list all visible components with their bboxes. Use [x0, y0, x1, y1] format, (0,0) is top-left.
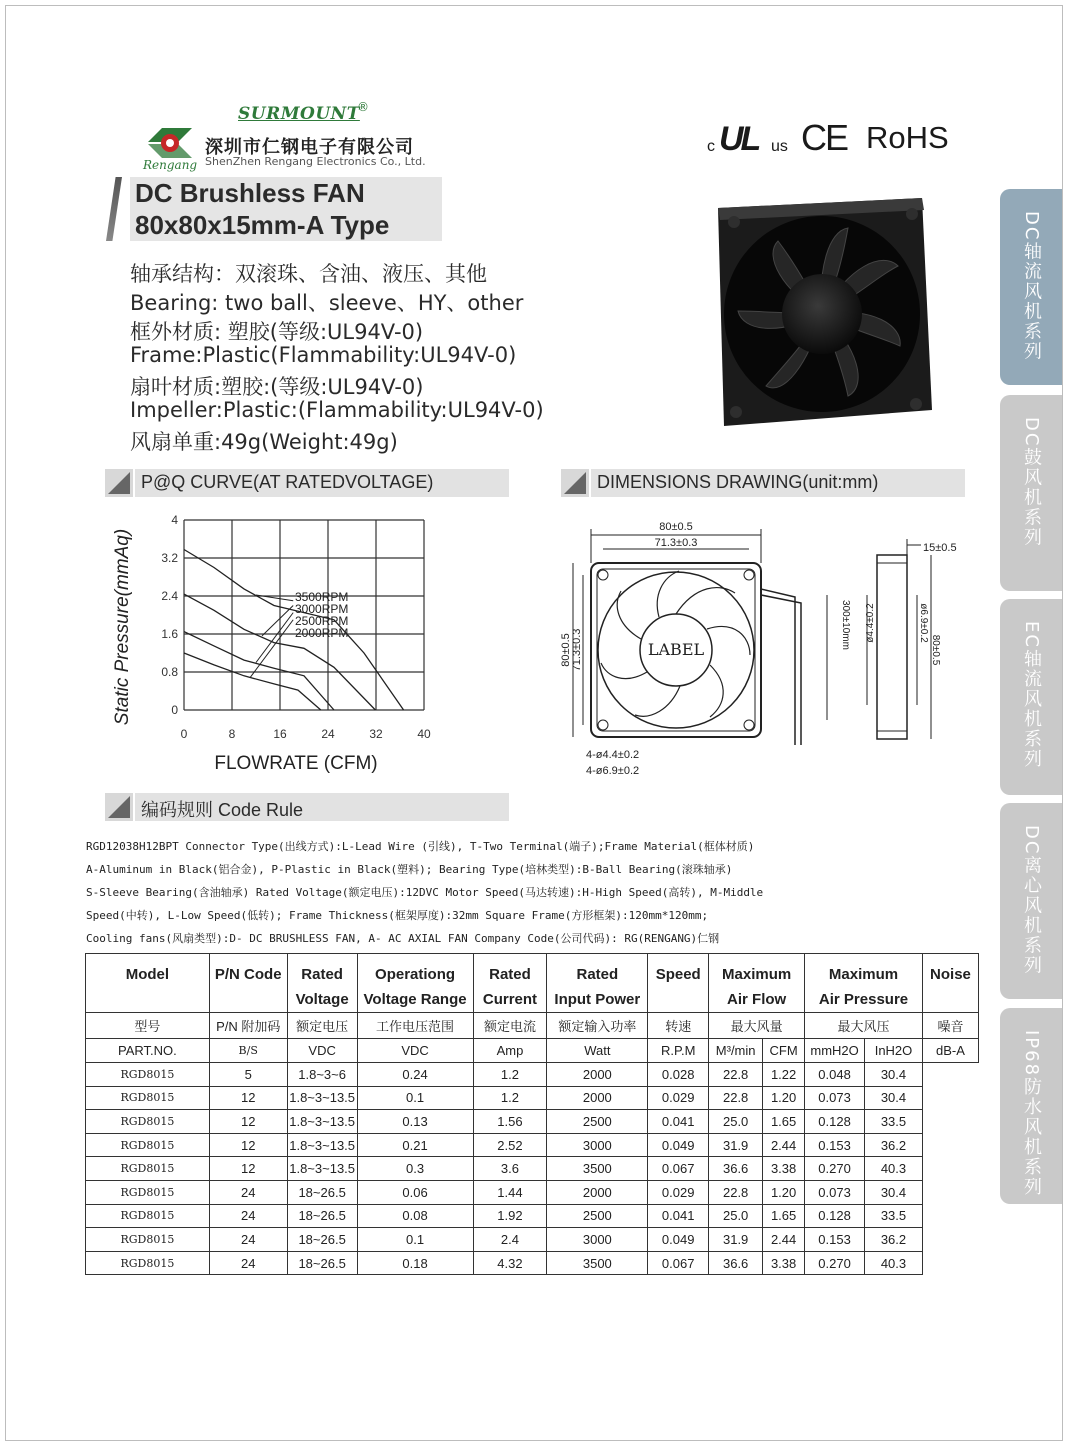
table-cell: 0.067 [648, 1157, 709, 1181]
table-cell: 2500 [547, 1110, 648, 1134]
table-cell: 30.4 [865, 1063, 923, 1087]
table-cell: 0.041 [648, 1110, 709, 1134]
th-speed: Speed [648, 954, 709, 1013]
x-tick-label: 32 [369, 727, 383, 741]
side-tab-dc-blower[interactable] [1000, 395, 1062, 591]
pq-curve-title: P@Q CURVE(AT RATEDVOLTAGE) [141, 472, 434, 492]
side-tab-label: DC鼓风机系列 [1021, 417, 1042, 548]
th-rated-voltage: Rated Voltage [287, 954, 357, 1013]
table-cell: 25.0 [709, 1110, 763, 1134]
th-cn: 额定输入功率 [547, 1013, 648, 1039]
table-cell: 0.270 [805, 1251, 865, 1275]
table-cell: 1.8~3~6 [287, 1063, 357, 1087]
table-header-row-en [86, 954, 979, 1013]
series-label: 3000RPM [295, 601, 349, 616]
dim-hole-spacing-vertical: 71.3±0.3 [571, 628, 583, 672]
table-cell: 2000 [547, 1086, 648, 1110]
table-cell: 0.049 [648, 1133, 709, 1157]
table-row [86, 1063, 979, 1087]
table-cell: 0.153 [805, 1228, 865, 1252]
table-cell: 1.2 [473, 1086, 547, 1110]
series-leader-line [250, 620, 293, 678]
unit-cell: Amp [473, 1039, 547, 1063]
table-cell: 18~26.5 [287, 1204, 357, 1228]
table-cell: 1.22 [763, 1063, 805, 1087]
y-tick-label: 2.4 [161, 589, 178, 603]
table-cell: 1.8~3~13.5 [287, 1110, 357, 1134]
table-cell: 0.3 [357, 1157, 473, 1181]
table-row [86, 1180, 979, 1204]
table-cell: 3.6 [473, 1157, 547, 1181]
th-rated-current: Rated Current [473, 954, 547, 1013]
ul-c-letter: c [707, 138, 715, 155]
table-cell: 3.38 [763, 1157, 805, 1181]
spec-weight: 风扇单重:49g(Weight:49g) [130, 430, 398, 454]
table-cell: 40.3 [865, 1251, 923, 1275]
table-cell: 0.24 [357, 1063, 473, 1087]
dim-thickness: 15±0.5 [923, 542, 957, 554]
table-cell: 12 [209, 1133, 287, 1157]
table-cell: 0.13 [357, 1110, 473, 1134]
table-cell: 12 [209, 1086, 287, 1110]
series-label: 2500RPM [295, 613, 349, 628]
unit-cell: CFM [763, 1039, 805, 1063]
side-tab-label: EC轴流风机系列 [1021, 621, 1042, 769]
table-cell: 0.041 [648, 1204, 709, 1228]
table-cell: 18~26.5 [287, 1180, 357, 1204]
table-cell: 1.8~3~13.5 [287, 1086, 357, 1110]
model-cell: RGD8015 [86, 1251, 210, 1275]
series-line-2500rpm [184, 632, 334, 710]
th-cn: 额定电流 [473, 1013, 547, 1039]
x-tick-label: 40 [417, 727, 431, 741]
product-title-line1: DC Brushless FAN [135, 178, 365, 208]
rohs-mark: RoHS [866, 120, 949, 155]
series-label: 2000RPM [295, 625, 349, 640]
table-row [86, 1086, 979, 1110]
y-tick-label: 0.8 [161, 665, 178, 679]
spec-frame-cn: 框外材质: 塑胶(等级:UL94V-0) [130, 320, 424, 344]
y-tick-label: 1.6 [161, 627, 178, 641]
table-cell: 30.4 [865, 1086, 923, 1110]
unit-cell: Watt [547, 1039, 648, 1063]
table-cell: 30.4 [865, 1180, 923, 1204]
th-cn: 最大风压 [805, 1013, 923, 1039]
ce-mark: CE [801, 117, 848, 158]
table-cell: 36.2 [865, 1228, 923, 1252]
y-tick-label: 3.2 [161, 551, 178, 565]
x-tick-label: 24 [321, 727, 335, 741]
side-tab-label: IP68防水风机系列 [1021, 1030, 1042, 1198]
table-cell: 1.56 [473, 1110, 547, 1134]
unit-cell: PART.NO. [86, 1039, 210, 1063]
company-name-en: ShenZhen Rengang Electronics Co., Ltd. [205, 155, 426, 168]
model-cell: RGD8015 [86, 1228, 210, 1252]
th-cn: 最大风量 [709, 1013, 805, 1039]
table-header-row-cn [86, 1013, 979, 1039]
code-rule-line: S-Sleeve Bearing(含油轴承) Rated Voltage(额定电压):12DVC Motor Speed(马达转速):H-High Speed(高转), M-Middle [86, 886, 764, 899]
th-pn-code: P/N Code [209, 954, 287, 1013]
table-cell: 31.9 [709, 1133, 763, 1157]
fan-product-photo [708, 196, 934, 428]
code-rule-header [105, 793, 509, 821]
table-cell: 22.8 [709, 1180, 763, 1204]
series-line-2000rpm [184, 653, 321, 710]
x-tick-label: 16 [273, 727, 287, 741]
table-cell: 36.2 [865, 1133, 923, 1157]
table-row [86, 1204, 979, 1228]
dim-hole-spacing: 71.3±0.3 [654, 537, 698, 549]
pq-curve-chart [100, 505, 560, 785]
table-cell: 24 [209, 1180, 287, 1204]
th-cn: 额定电压 [287, 1013, 357, 1039]
dim-height: 80±0.5 [560, 633, 572, 667]
table-cell: 24 [209, 1228, 287, 1252]
table-cell: 2.44 [763, 1133, 805, 1157]
table-cell: 12 [209, 1157, 287, 1181]
x-axis-label: FLOWRATE (CFM) [214, 753, 378, 774]
table-row [86, 1251, 979, 1275]
spec-impeller-en: Impeller:Plastic:(Flammability:UL94V-0) [130, 398, 544, 422]
table-cell: 0.06 [357, 1180, 473, 1204]
table-cell: 18~26.5 [287, 1228, 357, 1252]
table-cell: 12 [209, 1110, 287, 1134]
code-rule-line: Speed(中转), L-Low Speed(低转); Frame Thickness(框架厚度):32mm Square Frame(方形框架):120mm*120mm; [86, 909, 709, 922]
table-units-row [86, 1039, 979, 1063]
code-rule-title: 编码规则 Code Rule [141, 800, 304, 820]
th-cn: 转速 [648, 1013, 709, 1039]
table-cell: 0.1 [357, 1228, 473, 1252]
table-cell: 0.067 [648, 1251, 709, 1275]
side-tab-dc-axial[interactable] [1000, 189, 1062, 385]
table-row [86, 1228, 979, 1252]
dim-width: 80±0.5 [659, 521, 693, 533]
table-cell: 22.8 [709, 1086, 763, 1110]
unit-cell: VDC [357, 1039, 473, 1063]
table-cell: 0.128 [805, 1204, 865, 1228]
series-label: 3500RPM [295, 589, 349, 604]
table-cell: 1.92 [473, 1204, 547, 1228]
spec-frame-en: Frame:Plastic(Flammability:UL94V-0) [130, 343, 517, 367]
table-cell: 2.4 [473, 1228, 547, 1252]
ul-certification-mark [707, 122, 793, 160]
spec-bearing-cn: 轴承结构：双滚珠、含油、液压、其他 [130, 262, 487, 286]
side-tab-label: DC离心风机系列 [1021, 825, 1042, 976]
table-cell: 1.20 [763, 1086, 805, 1110]
side-tab-dc-centrifugal[interactable] [1000, 803, 1062, 999]
x-tick-label: 8 [228, 727, 236, 741]
table-cell: 33.5 [865, 1204, 923, 1228]
th-air-flow: Maximum Air Flow [709, 954, 805, 1013]
pq-curve-header [105, 469, 509, 497]
table-row [86, 1157, 979, 1181]
dimensions-header [561, 469, 965, 497]
table-cell: 36.6 [709, 1251, 763, 1275]
table-cell: 0.1 [357, 1086, 473, 1110]
table-cell: 24 [209, 1251, 287, 1275]
model-cell: RGD8015 [86, 1133, 210, 1157]
table-cell: 0.073 [805, 1180, 865, 1204]
dimensions-drawing [555, 505, 975, 790]
code-rule-line: A-Aluminum in Black(铝合金), P-Plastic in Black(塑料); Bearing Type(培林类型):B-Ball Bearing(滚珠轴承) [86, 863, 733, 876]
table-cell: 22.8 [709, 1063, 763, 1087]
spec-bearing-en: Bearing: two ball、sleeve、HY、other [130, 291, 524, 315]
y-tick-label: 4 [171, 513, 178, 527]
table-row [86, 1110, 979, 1134]
code-rule-line: Cooling fans(风扇类型):D- DC BRUSHLESS FAN, A- AC AXIAL FAN Company Code(公司代码): RG(RENGANG)仁钢 [86, 932, 720, 945]
dim-lead-length: 300±10mm [840, 600, 851, 650]
dimensions-title: DIMENSIONS DRAWING(unit:mm) [597, 472, 879, 492]
side-tab-label: DC轴流风机系列 [1021, 211, 1042, 362]
table-cell: 18~26.5 [287, 1251, 357, 1275]
table-cell: 33.5 [865, 1110, 923, 1134]
table-cell: 2.44 [763, 1228, 805, 1252]
table-cell: 0.153 [805, 1133, 865, 1157]
model-cell: RGD8015 [86, 1157, 210, 1181]
unit-cell: InH2O [865, 1039, 923, 1063]
th-input-power: Rated Input Power [547, 954, 648, 1013]
unit-cell: VDC [287, 1039, 357, 1063]
x-tick-label: 0 [180, 727, 188, 741]
brand-name: SURMOUNT [238, 104, 360, 124]
ul-logo: UL [719, 120, 759, 158]
company-name-cn: 深圳市仁钢电子有限公司 [205, 137, 414, 158]
table-cell: 2500 [547, 1204, 648, 1228]
dim-hole-large: ø6.9±0.2 [918, 603, 929, 643]
ul-us-letters: us [771, 138, 788, 155]
table-cell: 1.44 [473, 1180, 547, 1204]
pn-code-cell: B/S [209, 1039, 287, 1063]
dim-note-holes-small: 4-ø4.4±0.2 [586, 749, 640, 761]
unit-cell: M³/min [709, 1039, 763, 1063]
table-cell: 3000 [547, 1228, 648, 1252]
table-cell: 40.3 [865, 1157, 923, 1181]
table-cell: 0.049 [648, 1228, 709, 1252]
dim-hole-small: ø4.4±0.2 [865, 603, 876, 643]
table-cell: 0.029 [648, 1180, 709, 1204]
table-cell: 0.128 [805, 1110, 865, 1134]
model-cell: RGD8015 [86, 1086, 210, 1110]
table-cell: 2.52 [473, 1133, 547, 1157]
table-cell: 1.2 [473, 1063, 547, 1087]
th-cn: P/N 附加码 [209, 1013, 287, 1039]
logo-text: Rengang [143, 158, 198, 172]
th-cn: 工作电压范围 [357, 1013, 473, 1039]
table-cell: 0.08 [357, 1204, 473, 1228]
dim-note-holes-large: 4-ø6.9±0.2 [586, 765, 640, 777]
table-cell: 2000 [547, 1180, 648, 1204]
table-cell: 1.65 [763, 1110, 805, 1134]
side-tab-ip68[interactable] [1000, 1008, 1062, 1204]
y-axis-label: Static Pressure(mmAq) [112, 528, 133, 726]
table-cell: 3500 [547, 1251, 648, 1275]
table-cell: 0.270 [805, 1157, 865, 1181]
th-cn: 噪音 [922, 1013, 978, 1039]
table-cell: 4.32 [473, 1251, 547, 1275]
table-row [86, 1133, 979, 1157]
spec-impeller-cn: 扇叶材质:塑胶:(等级:UL94V-0) [130, 375, 424, 399]
table-cell: 36.6 [709, 1157, 763, 1181]
unit-cell: dB-A [922, 1039, 978, 1063]
side-tab-ec-axial[interactable] [1000, 599, 1062, 795]
registered-mark: ® [357, 100, 369, 114]
table-cell: 0.073 [805, 1086, 865, 1110]
series-line-3500rpm [184, 550, 404, 711]
spec-table [85, 953, 979, 1275]
code-rule-line: RGD12038H12BPT Connector Type(出线方式):L-Lead Wire (引线), T-Two Terminal(端子);Frame Material(框体材质) [86, 840, 755, 853]
table-cell: 3000 [547, 1133, 648, 1157]
unit-cell: mmH2O [805, 1039, 865, 1063]
model-cell: RGD8015 [86, 1204, 210, 1228]
y-tick-label: 0 [171, 703, 178, 717]
label-sticker: LABEL [647, 640, 705, 659]
th-noise: Noise [922, 954, 978, 1013]
th-voltage-range: Operationg Voltage Range [357, 954, 473, 1013]
table-cell: 3.38 [763, 1251, 805, 1275]
product-title-line2: 80x80x15mm-A Type [135, 210, 390, 240]
table-cell: 0.048 [805, 1063, 865, 1087]
table-cell: 31.9 [709, 1228, 763, 1252]
table-cell: 0.21 [357, 1133, 473, 1157]
th-model: Model [86, 954, 210, 1013]
model-cell: RGD8015 [86, 1110, 210, 1134]
unit-cell: R.P.M [648, 1039, 709, 1063]
table-cell: 1.8~3~13.5 [287, 1133, 357, 1157]
table-cell: 2000 [547, 1063, 648, 1087]
table-cell: 0.028 [648, 1063, 709, 1087]
table-cell: 5 [209, 1063, 287, 1087]
table-cell: 0.029 [648, 1086, 709, 1110]
table-cell: 1.8~3~13.5 [287, 1157, 357, 1181]
table-cell: 1.20 [763, 1180, 805, 1204]
model-cell: RGD8015 [86, 1180, 210, 1204]
company-logo-icon [142, 120, 200, 172]
table-cell: 24 [209, 1204, 287, 1228]
table-cell: 1.65 [763, 1204, 805, 1228]
table-cell: 0.18 [357, 1251, 473, 1275]
table-cell: 3500 [547, 1157, 648, 1181]
table-cell: 25.0 [709, 1204, 763, 1228]
th-cn: 型号 [86, 1013, 210, 1039]
dim-side-height: 80±0.5 [930, 634, 941, 666]
model-cell: RGD8015 [86, 1063, 210, 1087]
series-leader-line [262, 606, 293, 636]
th-air-pressure: Maximum Air Pressure [805, 954, 923, 1013]
